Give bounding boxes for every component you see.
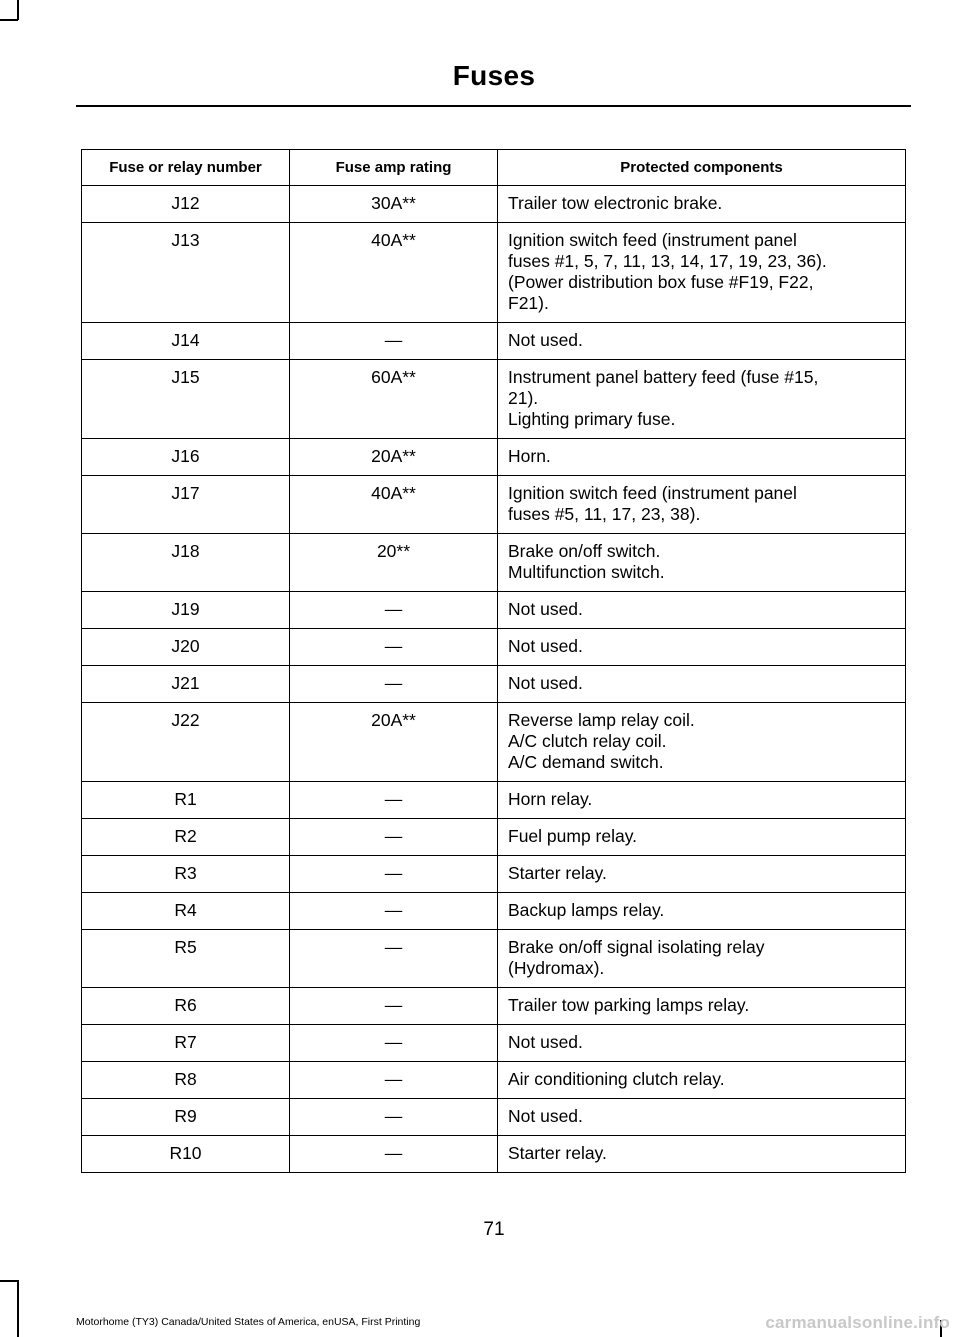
protected-components-cell: [498, 360, 906, 439]
fuse-number-cell: R6: [82, 988, 290, 1025]
component-line: Brake on/off signal isolating relay: [508, 937, 765, 957]
column-header-amp: Fuse amp rating: [290, 150, 498, 186]
fuse-number-cell: R2: [82, 819, 290, 856]
fuse-number-cell: R9: [82, 1099, 290, 1136]
amp-rating-cell: —: [290, 1136, 498, 1173]
fuse-number-cell: J19: [82, 592, 290, 629]
footer-text: Motorhome (TY3) Canada/United States of America, enUSA, First Printing: [76, 1316, 421, 1328]
protected-components-cell: [498, 988, 906, 1025]
table-header-row: [82, 150, 906, 186]
fuse-number-cell: J18: [82, 534, 290, 592]
column-header-components: Protected components: [498, 150, 906, 186]
table-row: [82, 988, 906, 1025]
amp-rating-cell: —: [290, 1025, 498, 1062]
component-line: Not used.: [508, 1032, 583, 1052]
amp-rating-cell: 40A**: [290, 476, 498, 534]
component-line: (Power distribution box fuse #F19, F22,: [508, 272, 814, 292]
fuse-number-cell: J15: [82, 360, 290, 439]
fuse-number-cell: J12: [82, 186, 290, 223]
table-row: [82, 1136, 906, 1173]
table-row: [82, 534, 906, 592]
fuse-number-cell: R4: [82, 893, 290, 930]
component-line: fuses #5, 11, 17, 23, 38).: [508, 504, 701, 524]
protected-components-cell: [498, 666, 906, 703]
table-row: [82, 1025, 906, 1062]
fuse-number-cell: J22: [82, 703, 290, 782]
component-line: A/C demand switch.: [508, 752, 664, 772]
table-row: [82, 666, 906, 703]
table-row: [82, 629, 906, 666]
component-line: Starter relay.: [508, 863, 607, 883]
amp-rating-cell: 20A**: [290, 439, 498, 476]
amp-rating-cell: —: [290, 323, 498, 360]
component-line: Horn relay.: [508, 789, 593, 809]
amp-rating-cell: —: [290, 988, 498, 1025]
table-row: [82, 323, 906, 360]
table-body: [82, 186, 906, 1173]
amp-rating-cell: —: [290, 629, 498, 666]
protected-components-cell: [498, 1062, 906, 1099]
page-number: 71: [483, 1219, 505, 1240]
component-line: Not used.: [508, 330, 583, 350]
protected-components-cell: [498, 782, 906, 819]
table-row: [82, 1062, 906, 1099]
fuse-number-cell: J17: [82, 476, 290, 534]
protected-components-cell: [498, 439, 906, 476]
component-line: Ignition switch feed (instrument panel: [508, 483, 797, 503]
component-line: (Hydromax).: [508, 958, 605, 978]
crop-mark-top-left-h: [0, 19, 18, 21]
fuse-number-cell: J21: [82, 666, 290, 703]
component-line: Multifunction switch.: [508, 562, 665, 582]
table-row: [82, 782, 906, 819]
protected-components-cell: [498, 1136, 906, 1173]
amp-rating-cell: —: [290, 819, 498, 856]
watermark-logo: carmanualsonline.info: [765, 1313, 950, 1332]
protected-components-cell: [498, 476, 906, 534]
table-row: [82, 930, 906, 988]
component-line: Starter relay.: [508, 1143, 607, 1163]
table-row: [82, 476, 906, 534]
table-row: [82, 856, 906, 893]
protected-components-cell: [498, 1099, 906, 1136]
amp-rating-cell: —: [290, 856, 498, 893]
amp-rating-cell: —: [290, 930, 498, 988]
component-line: fuses #1, 5, 7, 11, 13, 14, 17, 19, 23, 36).: [508, 251, 827, 271]
amp-rating-cell: —: [290, 893, 498, 930]
crop-mark-bottom-left-h: [0, 1280, 18, 1282]
table-row: [82, 819, 906, 856]
protected-components-cell: [498, 819, 906, 856]
component-line: F21).: [508, 293, 549, 313]
crop-mark-top-left-v: [17, 0, 19, 20]
protected-components-cell: [498, 629, 906, 666]
component-line: Instrument panel battery feed (fuse #15,: [508, 367, 819, 387]
component-line: A/C clutch relay coil.: [508, 731, 667, 751]
protected-components-cell: [498, 223, 906, 323]
fuse-number-cell: J16: [82, 439, 290, 476]
table-row: [82, 703, 906, 782]
protected-components-cell: [498, 592, 906, 629]
table-row: [82, 893, 906, 930]
fuse-number-cell: R8: [82, 1062, 290, 1099]
amp-rating-cell: 40A**: [290, 223, 498, 323]
fuse-table: [81, 149, 906, 1173]
component-line: Not used.: [508, 1106, 583, 1126]
amp-rating-cell: —: [290, 1099, 498, 1136]
table-row: [82, 360, 906, 439]
fuse-number-cell: J14: [82, 323, 290, 360]
column-header-number: Fuse or relay number: [82, 150, 290, 186]
component-line: Reverse lamp relay coil.: [508, 710, 695, 730]
protected-components-cell: [498, 186, 906, 223]
fuse-number-cell: J20: [82, 629, 290, 666]
amp-rating-cell: —: [290, 1062, 498, 1099]
table-row: [82, 439, 906, 476]
protected-components-cell: [498, 703, 906, 782]
amp-rating-cell: 30A**: [290, 186, 498, 223]
amp-rating-cell: —: [290, 666, 498, 703]
protected-components-cell: [498, 893, 906, 930]
component-line: Not used.: [508, 636, 583, 656]
component-line: Fuel pump relay.: [508, 826, 638, 846]
fuse-number-cell: R10: [82, 1136, 290, 1173]
component-line: Trailer tow parking lamps relay.: [508, 995, 750, 1015]
crop-mark-bottom-left-v: [17, 1280, 19, 1337]
amp-rating-cell: 60A**: [290, 360, 498, 439]
component-line: Lighting primary fuse.: [508, 409, 676, 429]
fuse-number-cell: R5: [82, 930, 290, 988]
fuse-number-cell: R7: [82, 1025, 290, 1062]
fuse-number-cell: R3: [82, 856, 290, 893]
protected-components-cell: [498, 323, 906, 360]
title-divider: [76, 105, 911, 107]
component-line: Backup lamps relay.: [508, 900, 665, 920]
table-row: [82, 592, 906, 629]
component-line: Not used.: [508, 673, 583, 693]
protected-components-cell: [498, 1025, 906, 1062]
fuse-number-cell: R1: [82, 782, 290, 819]
component-line: Brake on/off switch.: [508, 541, 661, 561]
amp-rating-cell: 20**: [290, 534, 498, 592]
component-line: Trailer tow electronic brake.: [508, 193, 723, 213]
component-line: Air conditioning clutch relay.: [508, 1069, 725, 1089]
fuse-number-cell: J13: [82, 223, 290, 323]
amp-rating-cell: —: [290, 782, 498, 819]
amp-rating-cell: —: [290, 592, 498, 629]
amp-rating-cell: 20A**: [290, 703, 498, 782]
table-row: [82, 223, 906, 323]
page-title: Fuses: [452, 60, 536, 91]
protected-components-cell: [498, 856, 906, 893]
component-line: Horn.: [508, 446, 551, 466]
table-row: [82, 1099, 906, 1136]
component-line: 21).: [508, 388, 539, 408]
component-line: Not used.: [508, 599, 583, 619]
protected-components-cell: [498, 534, 906, 592]
table-row: [82, 186, 906, 223]
protected-components-cell: [498, 930, 906, 988]
component-line: Ignition switch feed (instrument panel: [508, 230, 797, 250]
